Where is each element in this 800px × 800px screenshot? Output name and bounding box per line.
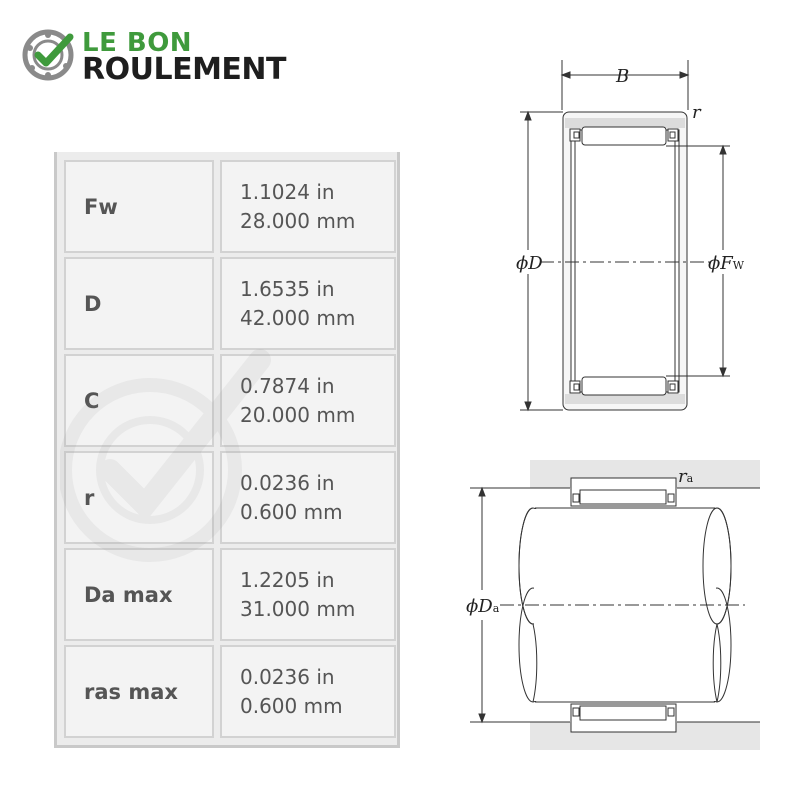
spec-label: C bbox=[64, 354, 214, 447]
spec-value bbox=[220, 548, 396, 641]
value-inches: 1.1024 in bbox=[240, 179, 335, 204]
bearing-drawing bbox=[430, 60, 790, 760]
value-millimeters: 31.000 mm bbox=[240, 596, 356, 621]
value-inches: 0.0236 in bbox=[240, 664, 335, 689]
value-inches: 1.6535 in bbox=[240, 276, 335, 301]
spec-value bbox=[220, 160, 396, 253]
spec-value bbox=[220, 257, 396, 350]
table-row bbox=[64, 451, 396, 544]
dimension-D-label: ϕD bbox=[516, 253, 543, 274]
dimension-Fw-main: ϕF bbox=[708, 253, 733, 274]
value-millimeters: 0.600 mm bbox=[240, 499, 343, 524]
table-row bbox=[64, 354, 396, 447]
dimension-Da-main: ϕD bbox=[466, 596, 493, 617]
dimension-Da-label bbox=[466, 596, 500, 617]
dimension-Fw-label bbox=[708, 253, 745, 274]
brand-name-line2: ROULEMENT bbox=[82, 52, 286, 87]
value-inches: 0.0236 in bbox=[240, 470, 335, 495]
spec-value bbox=[220, 354, 396, 447]
spec-value bbox=[220, 451, 396, 544]
dimension-r-label: r bbox=[692, 102, 701, 123]
value-inches: 1.2205 in bbox=[240, 567, 335, 592]
dimension-Fw-sub: W bbox=[732, 259, 745, 272]
spec-label: r bbox=[64, 451, 214, 544]
brand-name-line1: LE BON bbox=[82, 28, 193, 58]
spec-label: ras max bbox=[64, 645, 214, 738]
spec-label: Da max bbox=[64, 548, 214, 641]
spec-label: Fw bbox=[64, 160, 214, 253]
bearing-check-icon bbox=[22, 28, 76, 82]
table-row bbox=[64, 548, 396, 641]
value-millimeters: 28.000 mm bbox=[240, 208, 356, 233]
bearing-mounted-view bbox=[470, 460, 760, 750]
dimension-ra-sub: a bbox=[686, 472, 694, 485]
value-millimeters: 42.000 mm bbox=[240, 305, 356, 330]
brand-logo bbox=[22, 28, 302, 88]
table-row bbox=[64, 645, 396, 738]
table-row bbox=[64, 160, 396, 253]
spec-table bbox=[54, 152, 400, 748]
value-inches: 0.7874 in bbox=[240, 373, 335, 398]
dimension-ra-main: r bbox=[678, 466, 687, 487]
spec-value bbox=[220, 645, 396, 738]
dimension-Da-sub: a bbox=[492, 602, 500, 615]
value-millimeters: 20.000 mm bbox=[240, 402, 356, 427]
spec-label: D bbox=[64, 257, 214, 350]
value-millimeters: 0.600 mm bbox=[240, 693, 343, 718]
dimension-B-label: B bbox=[616, 66, 630, 87]
table-row bbox=[64, 257, 396, 350]
